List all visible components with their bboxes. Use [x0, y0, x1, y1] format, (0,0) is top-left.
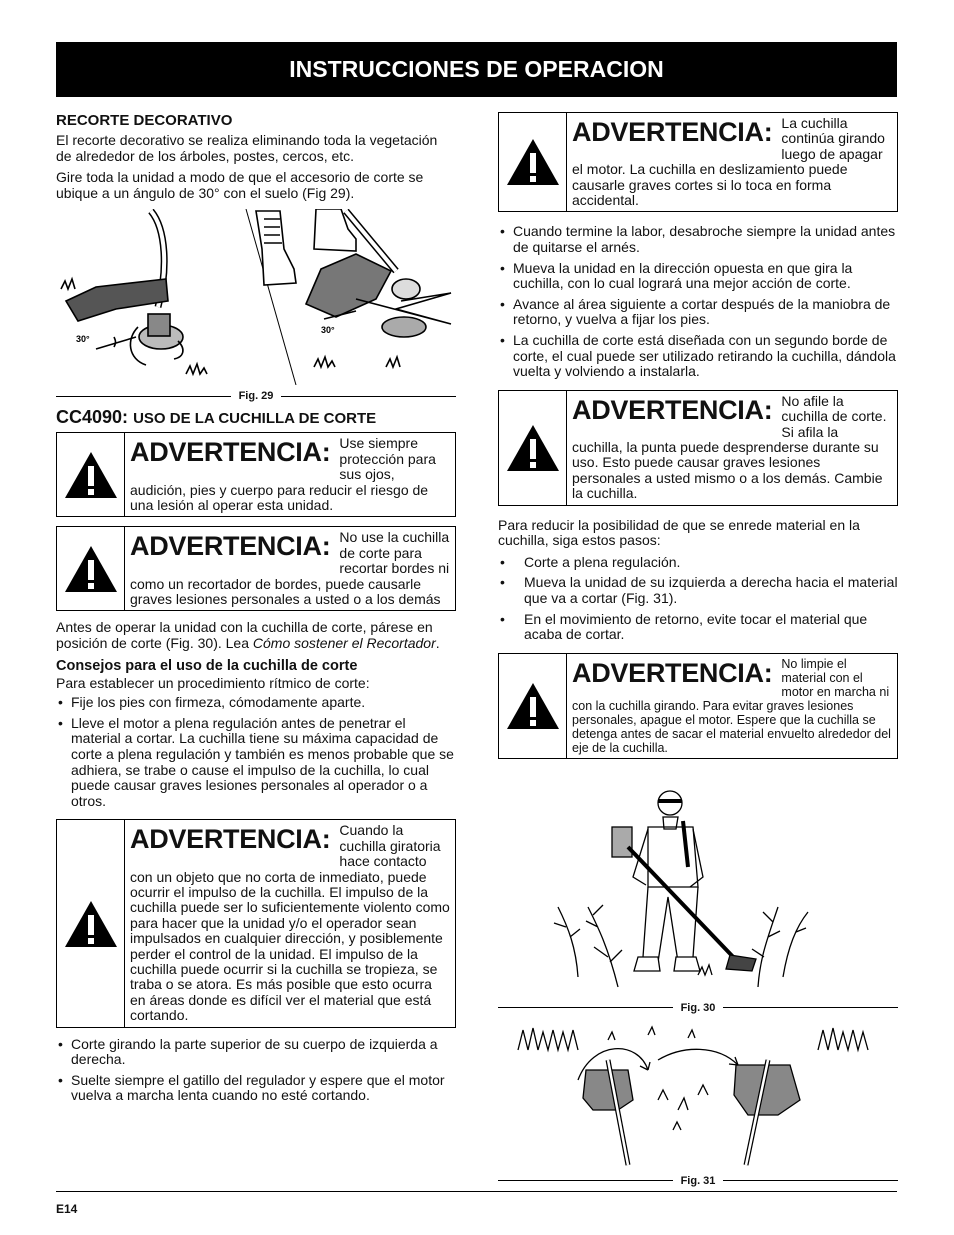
- warning-body: [567, 113, 897, 211]
- operator-illustration: [498, 787, 898, 997]
- warning-body: [125, 820, 455, 1026]
- warning-body: [125, 433, 455, 516]
- divider: [723, 1007, 898, 1008]
- angle-label: 30°: [321, 325, 335, 336]
- consejos-list: [56, 695, 456, 809]
- paragraph: [56, 620, 456, 651]
- warning-title: ADVERTENCIA:: [130, 437, 331, 468]
- section-title-recorte: RECORTE DECORATIVO: [56, 112, 233, 129]
- warning-text: Use siempre protección para sus ojos, audición, pies y cuerpo para reducir el riesgo de una lesión al operar esta unidad.: [130, 435, 436, 513]
- warning-box: [56, 819, 456, 1027]
- warning-icon: [57, 433, 125, 516]
- list-item: • Lleve el motor a plena regulación antes de penetrar el material a cortar. La cuchilla tiene su máxima capacidad de corte a plena regulación y también es menos probable que se adhiera, se trabe o cause el impulso de la cuchilla, lo cual puede causar graves lesiones personales al operador o a otros.: [56, 716, 456, 810]
- left-column: [56, 112, 456, 1110]
- angle-label: 30°: [76, 334, 90, 345]
- paragraph: Para establecer un procedimiento rítmico de corte:: [56, 674, 370, 691]
- figure-caption: [498, 1175, 898, 1187]
- text-run: .: [435, 635, 440, 652]
- warning-text: La cuchilla continúa girando luego de apagar el motor. La cuchilla en deslizamiento puede causarle graves cortes si lo toca en forma accidental.: [572, 115, 885, 209]
- page-header: INSTRUCCIONES DE OPERACION: [56, 42, 897, 97]
- warning-icon: [499, 654, 567, 758]
- divider: [498, 1007, 673, 1008]
- divider: [281, 396, 456, 397]
- warning-box: [498, 653, 898, 759]
- warning-box: [56, 526, 456, 611]
- list-item: • Mueva la unidad de su izquierda a derecha hacia el material que va a cortar (Fig. 31).: [498, 575, 898, 606]
- list-item: • Corte girando la parte superior de su cuerpo de izquierda a derecha.: [56, 1037, 456, 1068]
- divider: [723, 1180, 898, 1181]
- warning-icon: [499, 113, 567, 211]
- consejos-title: Consejos para el uso de la cuchilla de corte: [56, 657, 358, 674]
- caption-label: Fig. 30: [680, 1001, 716, 1014]
- warning-title: ADVERTENCIA:: [130, 531, 331, 562]
- list-item: • La cuchilla de corte está diseñada con un segundo borde de corte, el cual puede ser utilizado retirando la cuchilla, dándola vuelta y volviendo a instalarla.: [498, 333, 898, 380]
- warning-icon: [57, 527, 125, 610]
- warning-box: [498, 390, 898, 506]
- figure-caption: [56, 390, 456, 402]
- right-column: [498, 112, 898, 1187]
- warning-text: No afile la cuchilla de corte. Si afila la cuchilla, la punta puede desprenderse durante su uso. Esto puede causar graves lesiones personales a usted mismo o a los demás. Cambie la cuchilla.: [572, 392, 887, 502]
- divider: [56, 396, 231, 397]
- paragraph: Para reducir la posibilidad de que se enrede material en la cuchilla, siga estos pasos:: [498, 516, 860, 549]
- figure-29: [56, 209, 456, 403]
- warning-body: [567, 391, 897, 505]
- figure-31: [498, 1020, 898, 1187]
- list-item: • Corte a plena regulación.: [498, 555, 898, 571]
- warning-title: ADVERTENCIA:: [572, 657, 773, 688]
- caption-label: Fig. 29: [238, 390, 274, 403]
- caption-label: Fig. 31: [680, 1174, 716, 1187]
- warning-body: [125, 527, 455, 610]
- figure-30: [498, 787, 898, 1014]
- list-item: • Mueva la unidad en la dirección opuesta en que gira la cuchilla, con lo cual logrará una mejor acción de corte.: [498, 261, 898, 292]
- paragraph: El recorte decorativo se realiza eliminando toda la vegetación de alrededor de los árboles, postes, cercos, etc.: [56, 132, 438, 164]
- text-link-ref: Cómo sostener el Recortador: [252, 635, 436, 652]
- figure-caption: [498, 1002, 898, 1014]
- warning-title: ADVERTENCIA:: [572, 394, 773, 425]
- cutting-motion-illustration: [498, 1020, 898, 1170]
- warning-text: No limpie el material con el motor en marcha ni con la cuchilla girando. Para evitar graves lesiones personales, apague el motor. Espere que la cuchilla se detenga antes de sacar el material envuelto alrededor del eje de la cuchilla.: [572, 656, 891, 755]
- footer-divider: [56, 1191, 897, 1192]
- warning-text: Cuando la cuchilla giratoria hace contacto con un objeto que no corta de inmediato, puede ocurrir el impulso de la cuchilla. El impulso de la cuchilla puede ser lo suficientemente violento como para hacer que la unidad y/o el operador sean impulsados en cualquier dirección, y posiblemente perder el control de la unidad. El impulso de la cuchilla puede ocurrir si la cuchilla se tropieza, se traba o se atora. Es más posible que esto ocurra en áreas donde es difícil ver el material que está cortando.: [130, 822, 450, 1024]
- cc-model: CC4090:: [56, 407, 129, 428]
- paragraph: Gire toda la unidad a modo de que el accesorio de corte se ubique a un ángulo de 30° con el suelo (Fig 29).: [56, 169, 424, 201]
- list-item: • Cuando termine la labor, desabroche siempre la unidad antes de quitarse el arnés.: [498, 224, 898, 255]
- warning-box: [498, 112, 898, 212]
- list-item: • Avance al área siguiente a cortar después de la maniobra de retorno, y vuelva a fijar los pies.: [498, 297, 898, 328]
- warning-text: No use la cuchilla de corte para recortar bordes ni como un recortador de bordes, puede causarle graves lesiones personales a usted o a los demás: [130, 529, 450, 608]
- final-list: [56, 1037, 456, 1104]
- text-run: Antes de operar la unidad con la cuchilla de corte, párese en posición de corte (Fig. 30). Lea: [56, 619, 433, 652]
- warning-box: [56, 432, 456, 517]
- list-item: • En el movimiento de retorno, evite tocar el material que acaba de cortar.: [498, 612, 898, 643]
- warning-icon: [499, 391, 567, 505]
- warning-title: ADVERTENCIA:: [572, 117, 773, 147]
- warning-body: [567, 654, 897, 758]
- reduce-steps-list: [498, 555, 898, 643]
- blade-tips-list: [498, 224, 898, 379]
- trimmer-illustration: [56, 209, 456, 385]
- cc-heading: [56, 407, 456, 428]
- list-item: • Suelte siempre el gatillo del regulador y espere que el motor vuelva a marcha lenta cuando no esté cortando.: [56, 1073, 456, 1104]
- divider: [498, 1180, 673, 1181]
- warning-icon: [57, 820, 125, 1026]
- page-number: E14: [56, 1202, 78, 1216]
- cc-title: USO DE LA CUCHILLA DE CORTE: [133, 410, 377, 428]
- list-item: • Fije los pies con firmeza, cómodamente aparte.: [56, 695, 456, 711]
- warning-title: ADVERTENCIA:: [130, 824, 331, 855]
